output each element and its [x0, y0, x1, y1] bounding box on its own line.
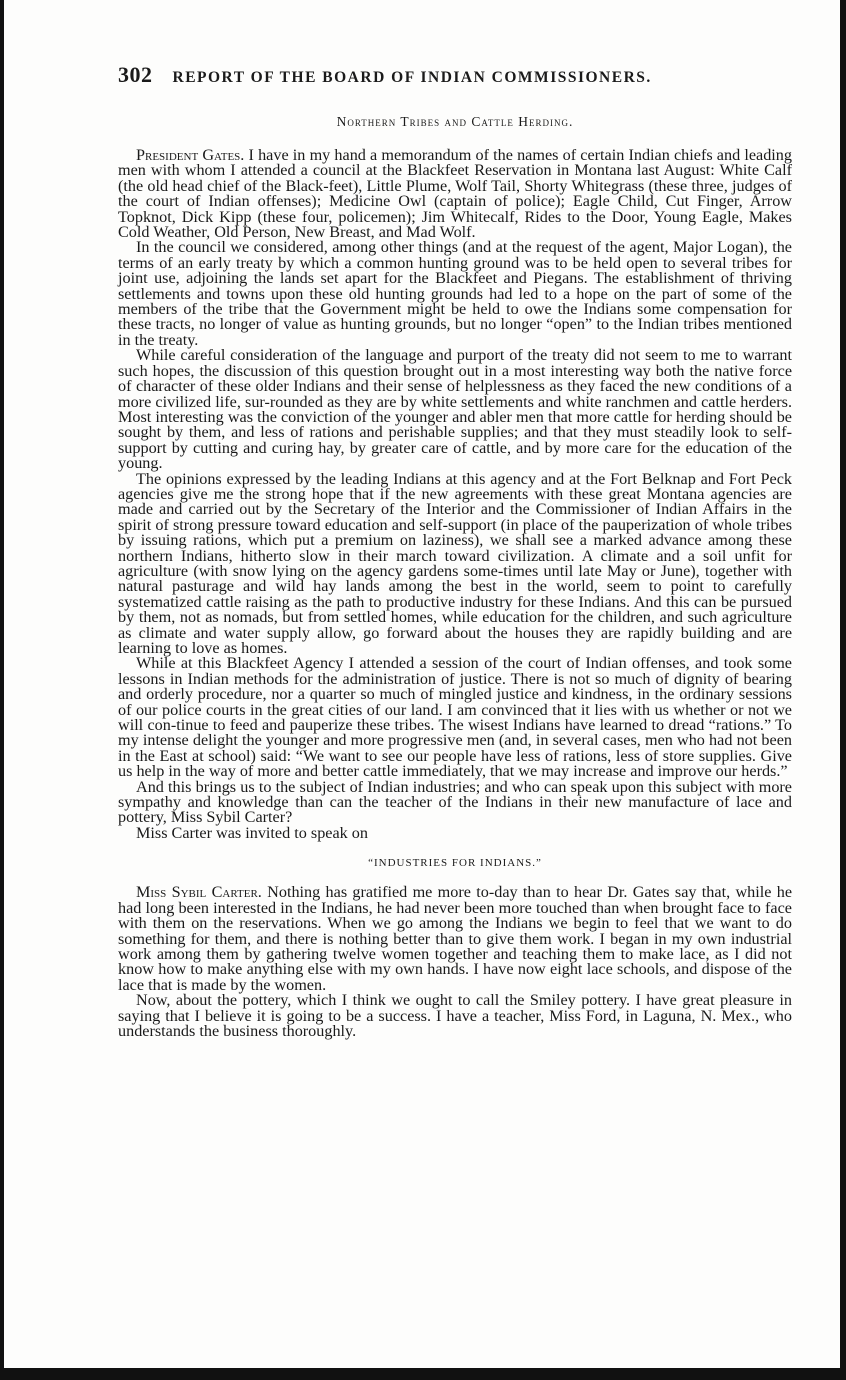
speaker-name: Miss Sybil Carter.	[136, 883, 262, 902]
paragraph-text: Nothing has gratified me more to-day than to hear Dr. Gates say that, while he had long been interested in the Indians, he had never been more touched than when brought face to face with them on the reservations. When we go among the Indians we begin to feel that we want to do something for them, and there is nothing better than to give them work. I began in my own industrial work among them by gathering twelve women together and teaching them to make lace, as I did not know how to make anything else with my own hands. I have now eight lace schools, and dispose of the lace that is made by the women.	[118, 883, 793, 994]
paragraph-text: The opinions expressed by the leading Indians at this agency and at the Fort Belknap and Fort Peck agencies give me the strong hope that if the new agreements with these great Montana agencies are made and carried out by the Secretary of the Interior and the Commissioner of Indian Affairs in the spirit of strong pressure toward education and self-support (in place of the pauperization of whole tribes by issuing rations, which put a premium on laziness), we shall see a marked advance among these northern Indians, hitherto slow in their march toward civilization. A climate and a soil unfit for agriculture (with snow lying on the agency gardens some-times until late May or June), together with natural pasturage and wild hay lands among the best in the world, seem to point to carefully systematized cattle raising as the path to productive industry for these Indians. And this can be pursued by them, not as nomads, but from settled homes, while education for the children, and such agriculture as climate and water supply allow, go forward about the houses they are rapidly building and are learning to love as homes.	[118, 469, 792, 657]
paragraph-text: Now, about the pottery, which I think we ought to call the Smiley pottery. I have great pleasure in saying that I believe it is going to be a success. I have a teacher, Miss Ford, in Laguna, N. Mex., who understands the business thoroughly.	[118, 991, 792, 1040]
paragraph	[118, 823, 792, 842]
speaker-name: President Gates.	[136, 146, 245, 164]
section-heading-industries: “INDUSTRIES FOR INDIANS.”	[368, 857, 542, 870]
scan-edge-bottom	[0, 1368, 846, 1380]
paragraph	[118, 148, 792, 240]
paragraph-text: Miss Carter was invited to speak on	[136, 823, 368, 842]
paragraph-text: And this brings us to the subject of Indian industries; and who can speak upon this subject with more sympathy and knowledge than can the teacher of the Indians in their new manufacture of lace and pottery, Miss Sybil Carter?	[118, 777, 792, 827]
page-content	[118, 62, 792, 1039]
page-number: 302	[118, 62, 153, 87]
paragraph	[118, 656, 792, 779]
paragraph	[118, 777, 792, 827]
running-title: REPORT OF THE BOARD OF INDIAN COMMISSIONERS.	[172, 69, 652, 86]
paragraph	[118, 240, 792, 348]
scan-edge-right	[840, 0, 846, 1380]
paragraph	[118, 993, 792, 1039]
scan-edge-left	[0, 0, 4, 1380]
paragraph	[118, 469, 792, 657]
section-heading-northern-tribes: Northern Tribes and Cattle Herding.	[336, 114, 574, 129]
paragraph-text: While at this Blackfeet Agency I attended a session of the court of Indian offenses, and took some lessons in Indian methods for the administration of justice. There is not so much of dignity of bearing and orderly procedure, nor a quarter so much of mingled justice and kindness, in the ordinary sessions of our police courts in the great cities of our land. I am convinced that it lies with us whether or not we will con-tinue to feed and pauperize these tribes. The wisest Indians have learned to dread “rations.” To my intense delight the younger and more progressive men (and, in several cases, men who had not been in the East at school) said: “We want to see our people have less of rations, less of store supplies. Give us help in the way of more and better cattle immediately, that we may increase and improve our herds.”	[118, 654, 792, 781]
paragraph-text: I have in my hand a memorandum of the names of certain Indian chiefs and leading men with whom I attended a council at the Blackfeet Reservation in Montana last August: White Calf (the old head chief of the Black-feet), Little Plume, Wolf Tail, Shorty Whitegrass (these three, judges of the court of Indian offenses); Medicine Owl (captain of police); Eagle Child, Cut Finger, Arrow Topknot, Dick Kipp (these four, policemen); Jim Whitecalf, Rides to the Door, Young Eagle, Makes Cold Weather, Old Person, New Breast, and Mad Wolf.	[118, 146, 792, 242]
running-head	[118, 62, 792, 96]
paragraph-text: While careful consideration of the language and purport of the treaty did not seem to me to warrant such hopes, the discussion of this question brought out in a most interesting way both the native force of character of these older Indians and their sense of helplessness as they faced the new conditions of a more civilized life, sur-rounded as they are by white settlements and white ranchmen and cattle herders. Most interesting was the conviction of the younger and abler men that more cattle for herding should be sought by them, and less of rations and perishable supplies; and that they must steadily look to self-support by cutting and curing hay, by greater care of cattle, and by more care for the education of the young.	[118, 346, 792, 473]
paragraph	[118, 348, 792, 471]
paragraph	[118, 885, 792, 993]
paragraph-text: In the council we considered, among other things (and at the request of the agent, Major Logan), the terms of an early treaty by which a common hunting ground was to be held open to several tribes for joint use, adjoining the lands set apart for the Blackfeet and Piegans. The establishment of thriving settlements and towns upon these old hunting grounds had led to a hope on the part of some of the members of the tribe that the Government might be held to owe the Indians some compensation for these tracts, no longer of value as hunting grounds, but no longer “open” to the Indian tribes mentioned in the treaty.	[118, 238, 792, 349]
